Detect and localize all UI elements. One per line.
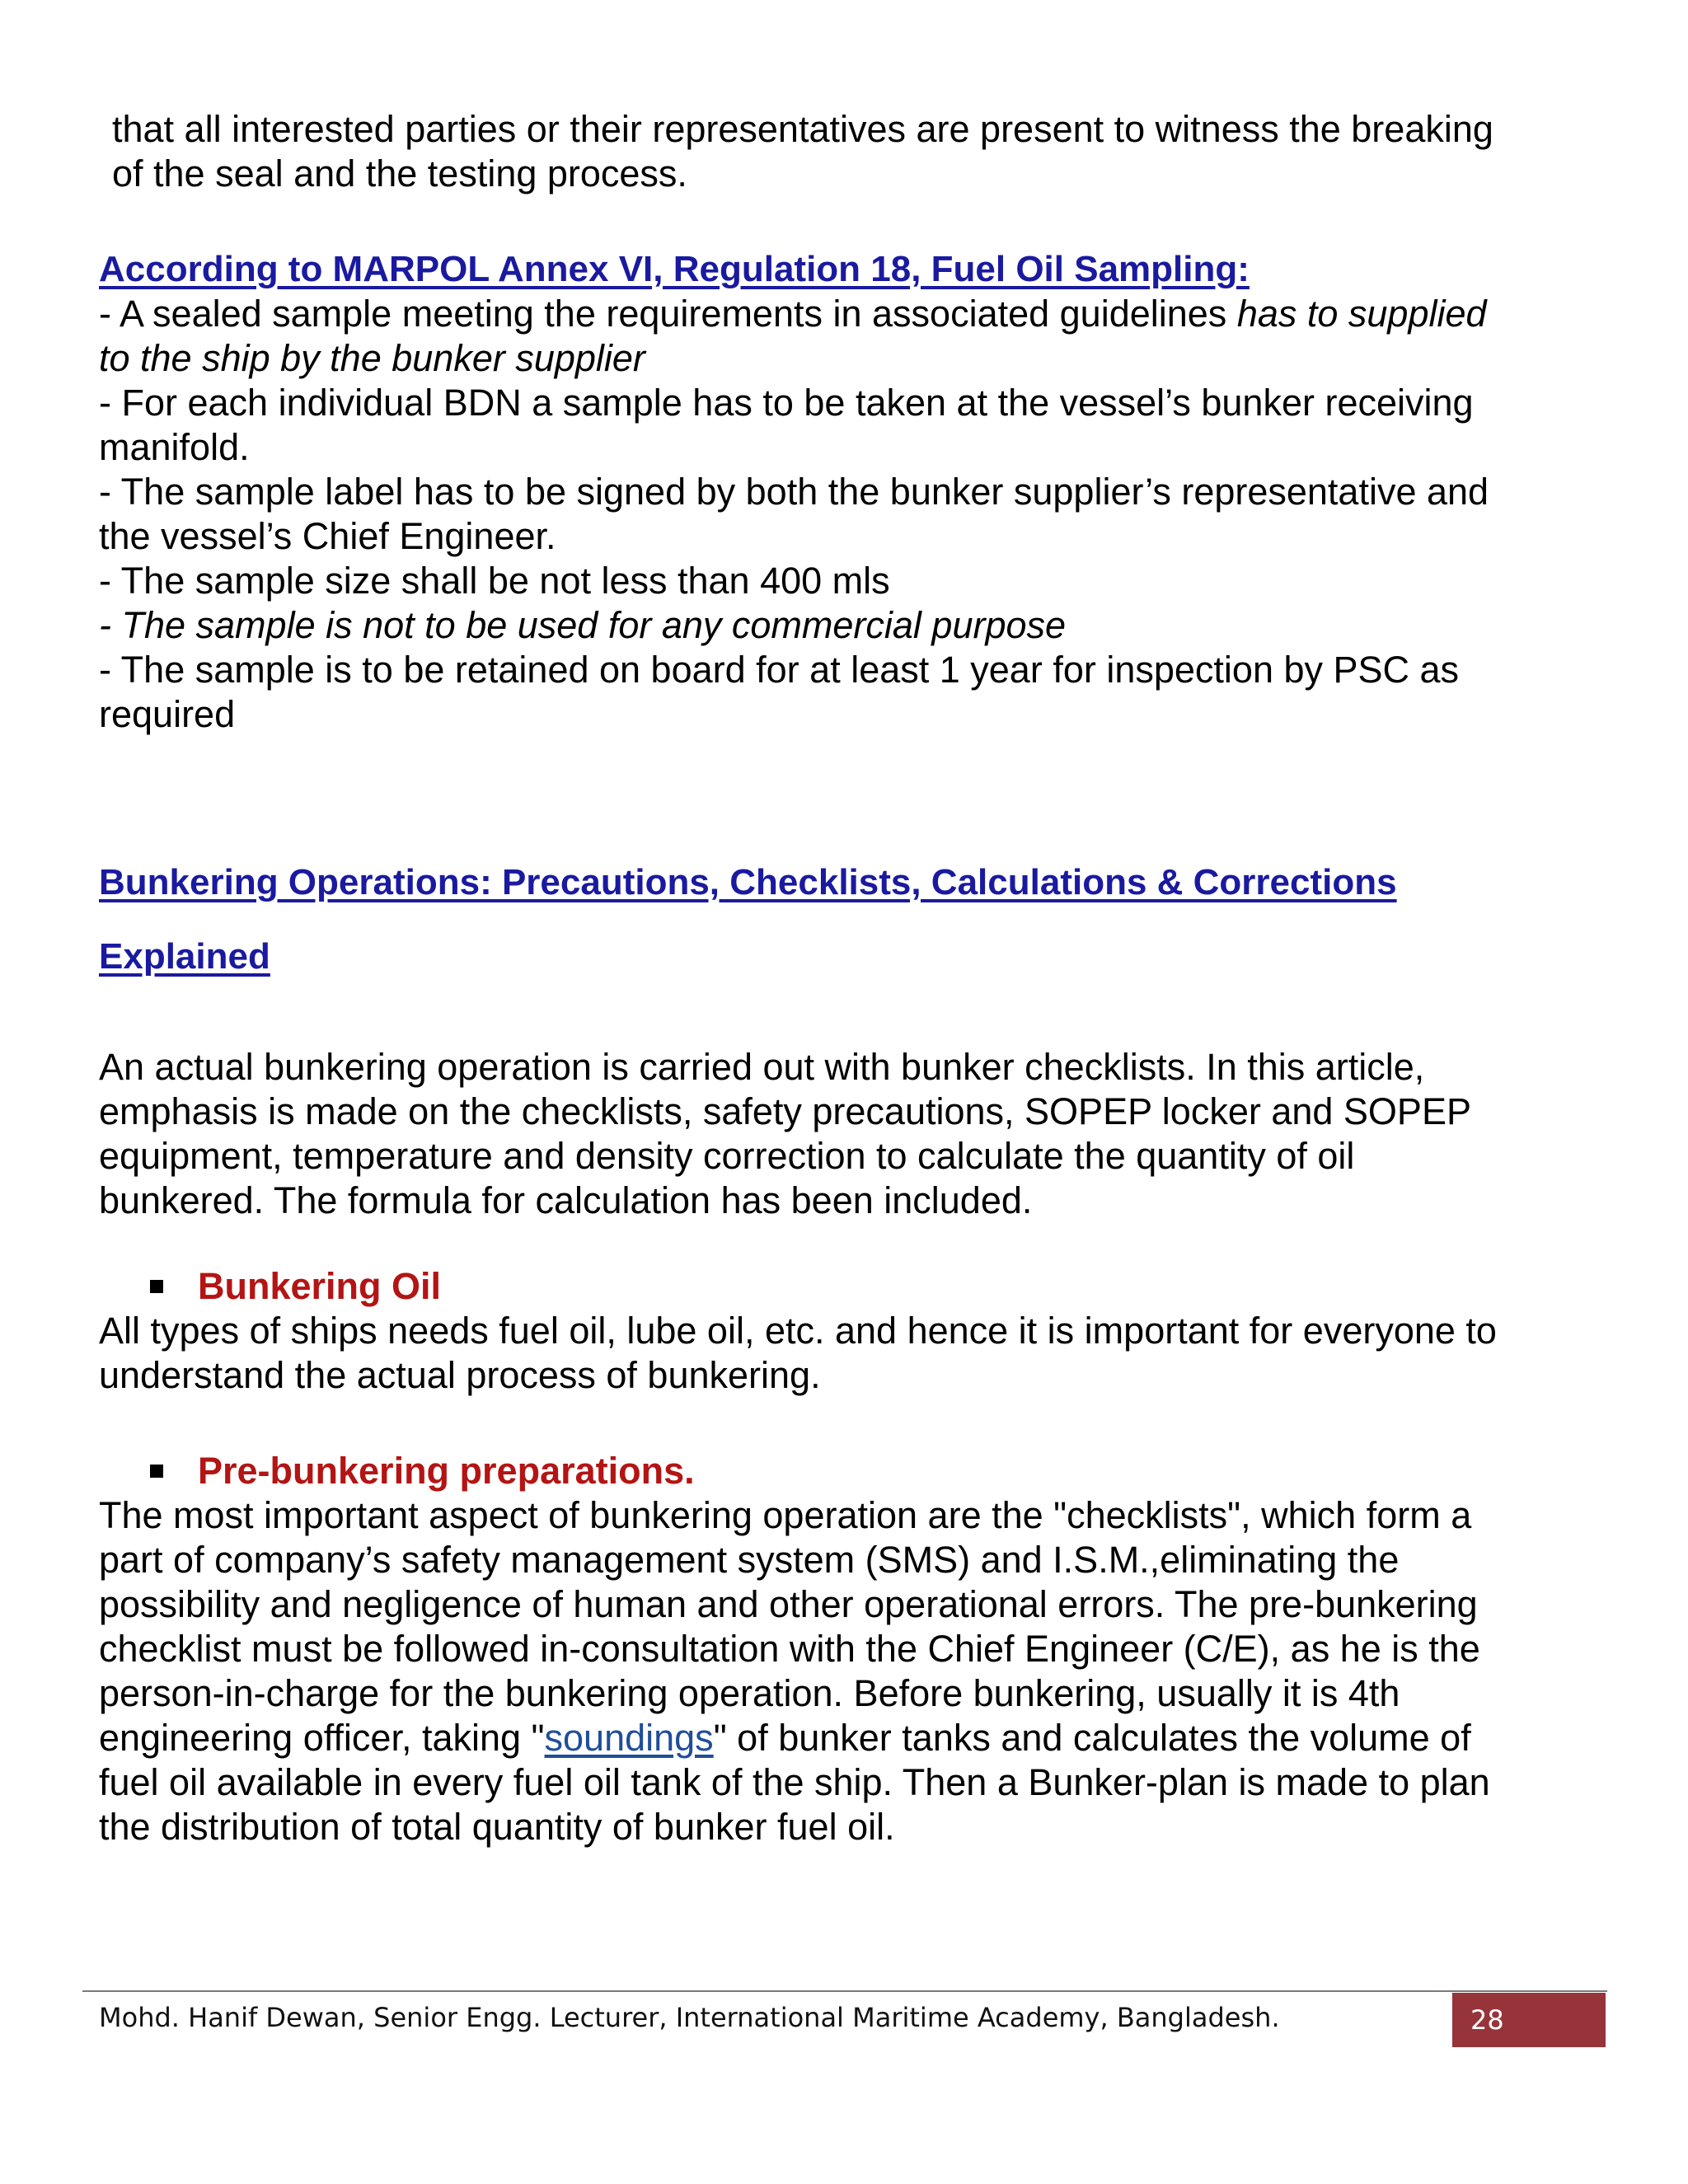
marpol-item-2-line-1: - For each individual BDN a sample has to be taken at the vessel’s bunker receiving [99,382,1474,424]
bunkering-oil-title: Bunkering Oil [198,1265,442,1307]
intro-line-2: of the seal and the testing process. [112,152,687,194]
bunkering-heading-link-cont[interactable]: Explained [99,936,270,977]
intro-line-1: that all interested parties or their representatives are present to witness the breaking [112,108,1493,150]
prebunkering-line-6 [99,1716,1566,1760]
bunkering-para-line-4: bunkered. The formula for calculation has been included. [99,1179,1033,1221]
bunkering-oil-line-1: All types of ships needs fuel oil, lube oil, etc. and hence it is important for everyone to [99,1310,1497,1352]
prebunkering-line-5: person-in-charge for the bunkering operation. Before bunkering, usually it is 4th [99,1672,1400,1714]
page-number-badge: 28 [1452,1993,1606,2047]
soundings-link[interactable]: soundings [544,1717,714,1759]
marpol-item-1 [99,292,1566,336]
footer-author: Mohd. Hanif Dewan, Senior Engg. Lecturer, International Maritime Academy, Bangladesh. [99,2002,1280,2033]
prebunkering-line-4: checklist must be followed in-consultation with the Chief Engineer (C/E), as he is the [99,1628,1480,1670]
document-page [99,107,1566,1849]
marpol-item-1-text: - A sealed sample meeting the requirements in associated guidelines [99,293,1237,335]
marpol-item-2-line-2: manifold. [99,426,250,468]
marpol-item-6-line-1: - The sample is to be retained on board for at least 1 year for inspection by PSC as [99,649,1460,691]
bunkering-para-line-3: equipment, temperature and density correction to calculate the quantity of oil [99,1135,1355,1177]
marpol-item-6-line-2: required [99,693,236,735]
bunkering-para-line-2: emphasis is made on the checklists, safety precautions, SOPEP locker and SOPEP [99,1090,1471,1132]
prebunkering-heading [99,1449,1566,1493]
prebunkering-line-3: possibility and negligence of human and other operational errors. The pre-bunkering [99,1583,1478,1625]
marpol-item-5: - The sample is not to be used for any commercial purpose [99,604,1067,646]
bunkering-oil-heading [99,1264,1566,1309]
marpol-heading-link[interactable]: According to MARPOL Annex VI, Regulation 18, Fuel Oil Sampling: [99,249,1250,289]
prebunkering-line-7: fuel oil available in every fuel oil tank of the ship. Then a Bunker-plan is made to plan [99,1761,1490,1803]
prebunkering-line-8: the distribution of total quantity of bunker fuel oil. [99,1806,895,1848]
marpol-item-1-italic: has to supplied [1236,293,1487,335]
marpol-item-4: - The sample size shall be not less than 400 mls [99,560,890,602]
bunkering-para-line-1: An actual bunkering operation is carried out with bunker checklists. In this article, [99,1046,1425,1088]
bunkering-oil-line-2: understand the actual process of bunkering. [99,1354,821,1396]
marpol-item-3-line-2: the vessel’s Chief Engineer. [99,515,556,557]
bunkering-heading-link[interactable]: Bunkering Operations: Precautions, Checklists, Calculations & Corrections [99,862,1397,902]
prebunkering-line-6-text-after: " of bunker tanks and calculates the volume of [713,1717,1471,1759]
prebunkering-line-2: part of company’s safety management system (SMS) and I.S.M.,eliminating the [99,1539,1400,1581]
footer-divider [82,1990,1607,1992]
prebunkering-title: Pre-bunkering preparations. [198,1450,695,1492]
marpol-item-1-cont: to the ship by the bunker supplier [99,337,645,379]
square-bullet-icon [150,1465,163,1478]
prebunkering-line-1: The most important aspect of bunkering operation are the "checklists", which form a [99,1494,1472,1536]
square-bullet-icon [150,1280,163,1293]
prebunkering-line-6-text: engineering officer, taking " [99,1717,545,1759]
marpol-item-3-line-1: - The sample label has to be signed by both the bunker supplier’s representative and [99,471,1489,513]
